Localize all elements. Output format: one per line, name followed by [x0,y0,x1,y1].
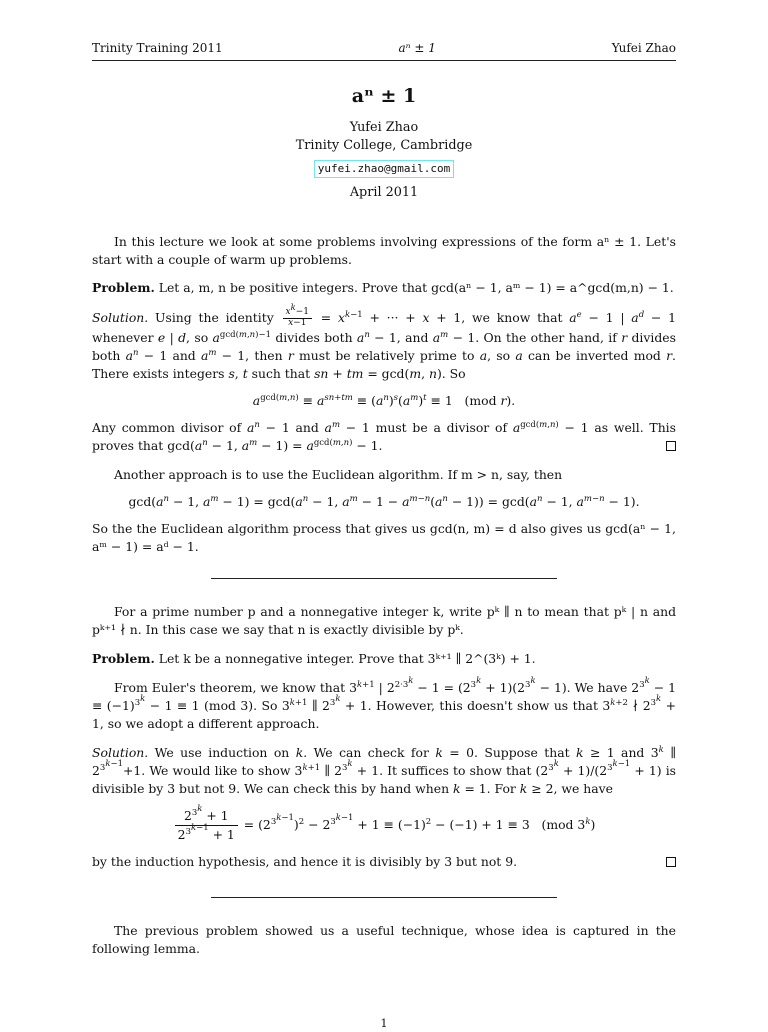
problem-1-label: Problem. [92,280,155,296]
problem-2-label: Problem. [92,651,155,667]
header-right: Yufei Zhao [611,41,676,55]
email-link[interactable]: yufei.zhao@gmail.com [314,160,454,178]
header-left: Trinity Training 2011 [92,41,223,55]
solution-2: Solution. We use induction on k. We can check for k = 0. Suppose that k ≥ 1 and 3$^k$ ∥ $2^{3^{k-1}}+1$. We would like to show $3^{k+1}$ ∥ $2^{3^k} + 1$. It suffices to show that $(2^{3^k} + 1)/(2^{3^{k-1}} + 1)$ is divisible by 3 but not 9. We can check this by hand when k = 1. For k ≥ 2, we have [92,744,677,796]
page-number: 1 [380,1017,388,1030]
header-center: aⁿ ± 1 [398,41,436,55]
problem-2-text: Let k be a nonnegative integer. Prove that 3ᵏ⁺¹ ∥ 2^(3ᵏ) + 1. [158,651,536,667]
qed-box-icon [666,441,676,451]
equation-3: $\frac{2^{3^k} + 1}{2^{3^{k-1}} + 1}$ = $(2^{3^{k-1}})^2 - 2^{3^{k-1}} + 1 \equiv (-1)^2 - (-1) + 1 \equiv 3$ (mod 3$^k$) [92,807,676,844]
equation-1: $a^{gcd(m,n)} \equiv a^{sn+tm} \equiv (a^n)^s(a^m)^t \equiv 1$ (mod r). [252,393,516,409]
problem-1 [92,279,676,297]
equation-3-fraction: $\frac{2^{3^k} + 1}{2^{3^{k-1}} + 1}$ [175,807,238,844]
paper-title: aⁿ ± 1 [351,85,417,108]
solution-2-label: Solution. [92,745,149,760]
paper-page [92,40,676,958]
section-divider [211,578,557,579]
solution-1-conclusion: Any common divisor of $a^n - 1$ and $a^m - 1$ must be a divisor of $a^{gcd(m,n)} - 1$ as well. This proves that $\gcd(a^n - 1$, $a^m - 1) = a^{gcd(m,n)} - 1$. [92,420,676,454]
solution-1-label: Solution. [92,310,149,326]
closing-paragraph: The previous problem showed us a useful technique, whose idea is captured in the following lemma. [92,922,676,956]
running-header [92,40,676,61]
intro-paragraph: In this lecture we look at some problems involving expressions of the form aⁿ ± 1. Let's start with a couple of warm up problems. [92,233,676,267]
problem-1-text: Let a, m, n be positive integers. Prove that gcd(aⁿ − 1, aᵐ − 1) = a^gcd(m,n) − 1. [158,280,674,296]
problem-2 [92,650,676,668]
author-affiliation: Trinity College, Cambridge [295,138,473,154]
identity-fraction: $\frac{x^k-1}{x-1}$ [283,308,313,329]
section-divider [211,897,557,898]
qed-box-icon [666,857,676,867]
paper-date: April 2011 [349,184,419,200]
author-name: Yufei Zhao [349,119,419,135]
euclid-intro: Another approach is to use the Euclidean algorithm. If m > n, say, then [114,467,563,483]
title-block [92,83,676,202]
equation-2: $\gcd(a^n - 1$, $a^m - 1) = \gcd(a^n - 1$, $a^m - 1 - a^{m-n}(a^n - 1)) = \gcd(a^n - 1$, $a^{m-n} - 1$). [128,494,640,510]
solution-1: Solution. Using the identity $\frac{x^k-1}{x-1}$ = $x^{k-1}$ + ··· + x + 1, we know that $a^e - 1$ | $a^d - 1$ whenever e | d, so $a^{gcd(m,n)-1}$ divides both $a^n - 1$, and $a^m - 1$. On the other hand, if r divides both $a^n - 1$ and $a^m - 1$, then r must be relatively prime to a, so a can be inverted mod r. There exists integers s, t such that sn + tm = gcd(m, n). So [92,303,676,382]
euler-attempt: From Euler's theorem, we know that $3^{k+1}$ | $2^{2\cdot 3^k} - 1 = (2^{3^k} + 1)(2^{3^k} - 1)$. We have $2^{3^k} - 1 \equiv (-1)^{3^k} - 1 \equiv 1$ (mod 3). So $3^{k+1}$ ∥ $2^{3^k} + 1$. However, this doesn't show us that $3^{k+2}$ ∤ $2^{3^k} + 1$, so we adopt a different approach. [92,676,676,732]
solution-2-conclusion: by the induction hypothesis, and hence it is divisibly by 3 but not 9. [92,853,676,871]
euclid-conclusion: So the the Euclidean algorithm process that gives us gcd(n, m) = d also gives us gcd(aⁿ − 1, aᵐ − 1) = aᵈ − 1. [92,521,676,555]
exactly-divisible-definition: For a prime number p and a nonnegative integer k, write pᵏ ∥ n to mean that pᵏ | n and pᵏ⁺¹ ∤ n. In this case we say that n is exactly divisible by pᵏ. [92,604,676,638]
